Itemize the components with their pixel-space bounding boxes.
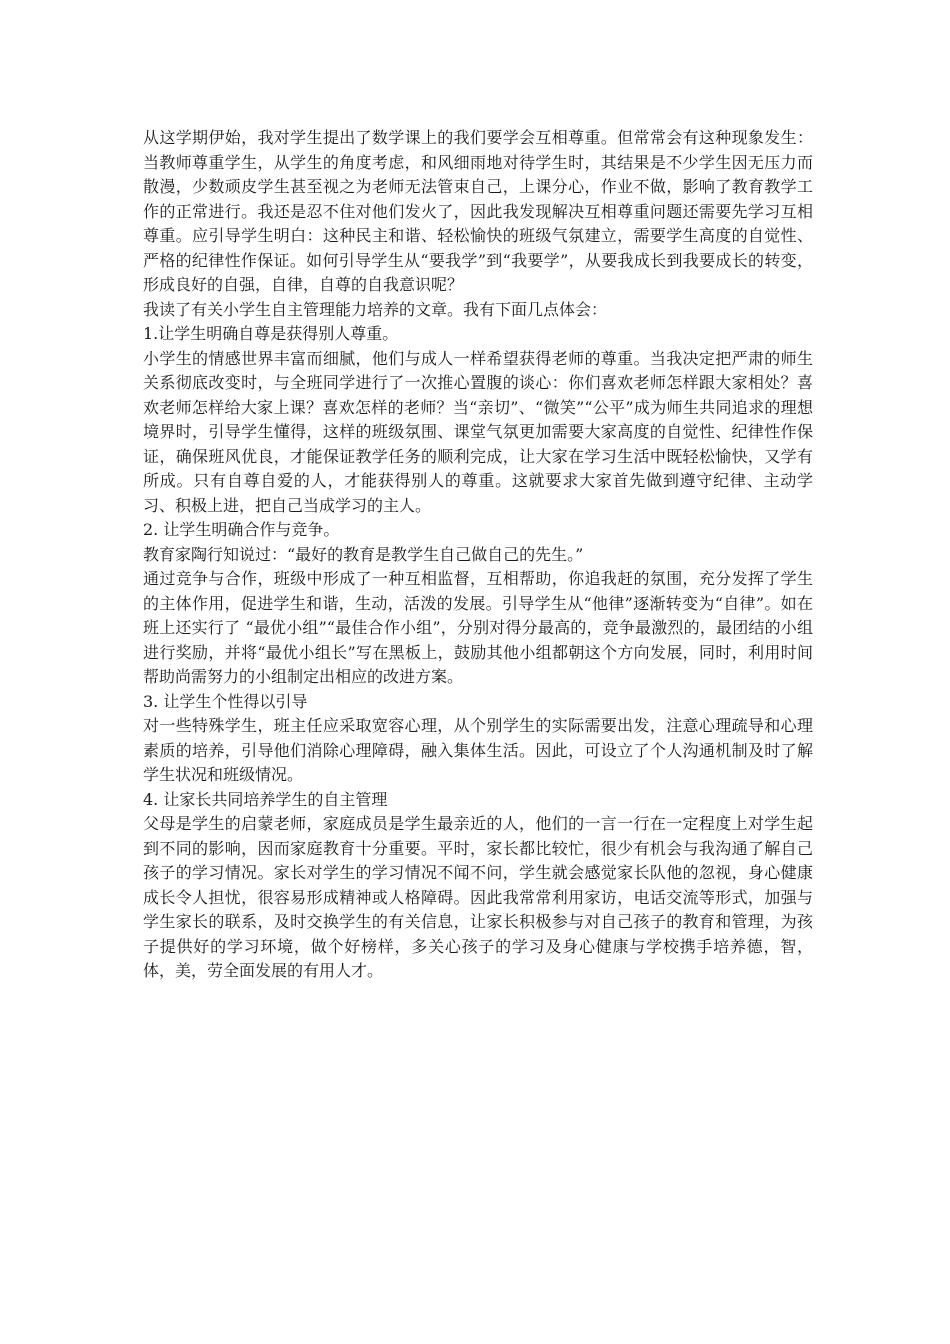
reflection-paragraph: 我读了有关小学生自主管理能力培养的文章。我有下面几点体会： — [143, 299, 608, 319]
point-3-paragraph: 对一些特殊学生，班主任应采取宽容心理，从个别学生的实际需要出发，注意心理疏导和心理素质的培养，引导他们消除心理障碍，融入集体生活。因此，可设立了个人沟通机制及时了解学生状况和班级情况。 — [143, 716, 813, 784]
point-4-paragraph: 父母是学生的启蒙老师，家庭成员是学生最亲近的人，他们的一言一行在一定程度上对学生起到不同的影响，因而家庭教育十分重要。平时，家长都比较忙，很少有机会与我沟通了解自己孩子的学习情况。家长对学生的学习情况不闻不问，学生就会感觉家长队他的忽视，身心健康成长令人担忧，很容易形成精神或人格障碍。因此我常常利用家访，电话交流等形式，加强与学生家长的联系，及时交换学生的有关信息，让家长积极参与对自己孩子的教育和管理，为孩子提供好的学习环境，做个好榜样，多关心孩子的学习及身心健康与学校携手培养德，智，体，美，劳全面发展的有用人才。 — [143, 814, 813, 980]
point-2-paragraph: 通过竞争与合作，班级中形成了一种互相监督，互相帮助，你追我赶的氛围，充分发挥了学生的主体作用，促进学生和谐，生动，活泼的发展。引导学生从“他律”逐渐转变为“自律”。如在班上还实行了 “最优小组”“最佳合作小组”，分别对得分最高的，竞争最激烈的，最团结的小组进行奖励，并将“最优小组长”写在黑板上，鼓励其他小组都朝这个方向发展，同时，利用时间帮助尚需努力的小组制定出相应的改进方案。 — [143, 569, 813, 686]
point-1-heading: 1.让学生明确自尊是获得别人尊重。 — [143, 324, 399, 343]
point-2-quote: 教育家陶行知说过：“最好的教育是教学生自己做自己的先生。” — [143, 544, 584, 564]
point-1-paragraph: 小学生的情感世界丰富而细腻，他们与成人一样希望获得老师的尊重。当我决定把严肃的师生关系彻底改变时，与全班同学进行了一次推心置腹的谈心：你们喜欢老师怎样跟大家相处？喜欢老师怎样给大家上课？喜欢怎样的老师？当“亲切”、“微笑”“公平”成为师生共同追求的理想境界时，引导学生懂得，这样的班级氛围、课堂气氛更加需要大家高度的自觉性、纪律性作保证，确保班风优良，才能保证教学任务的顺利完成，让大家在学习生活中既轻松愉快，又学有所成。只有自尊自爱的人，才能获得别人的尊重。这就要求大家首先做到遵守纪律、主动学习、积极上进，把自己当成学习的主人。 — [143, 348, 813, 515]
document-body — [143, 126, 813, 984]
point-4-heading: 4. 让家长共同培养学生的自主管理 — [143, 789, 388, 809]
point-2-heading: 2. 让学生明确合作与竞争。 — [143, 520, 340, 539]
intro-paragraph: 从这学期伊始，我对学生提出了数学课上的我们要学会互相尊重。但常常会有这种现象发生：当教师尊重学生，从学生的角度考虑，和风细雨地对待学生时，其结果是不少学生因无压力而散漫，少数顽皮学生甚至视之为老师无法管束自己，上课分心，作业不做，影响了教育教学工作的正常进行。我还是忍不住对他们发火了，因此我发现解决互相尊重问题还需要先学习互相尊重。应引导学生明白：这种民主和谐、轻松愉快的班级气氛建立，需要学生高度的自觉性、严格的纪律性作保证。如何引导学生从“要我学”到“我要学”，从要我成长到我要成长的转变，形成良好的自强，自律，自尊的自我意识呢？ — [143, 128, 813, 294]
point-3-heading: 3. 让学生个性得以引导 — [143, 691, 308, 711]
